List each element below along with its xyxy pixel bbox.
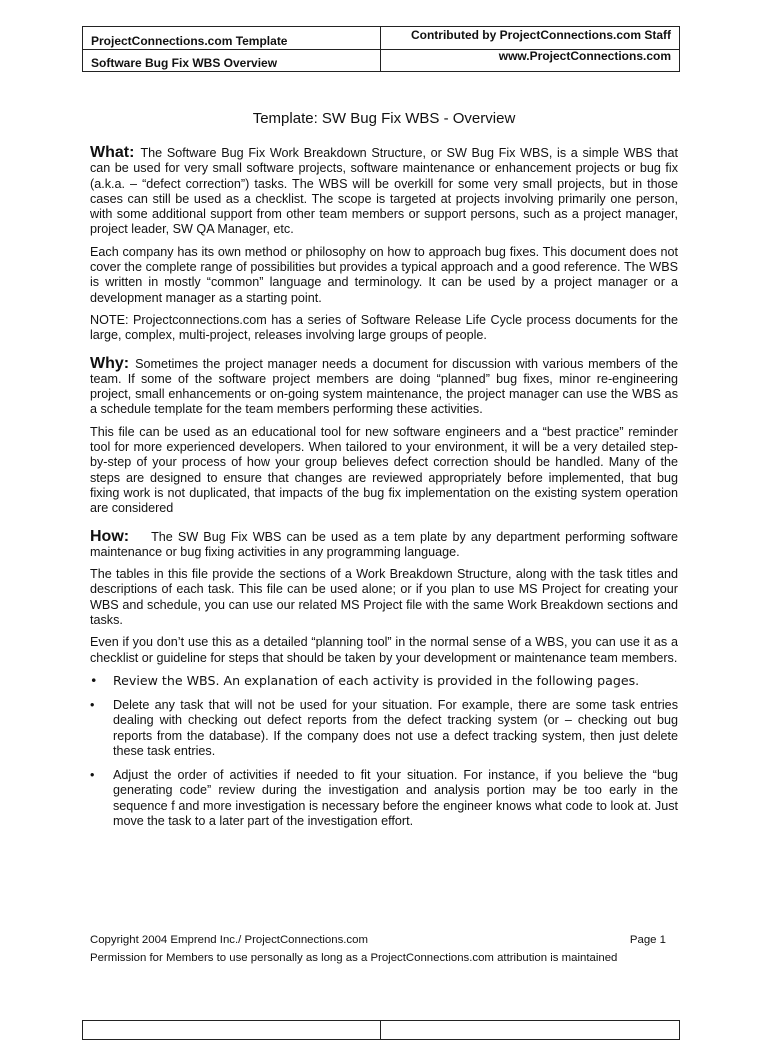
what-text-1: The Software Bug Fix Work Breakdown Structure, or SW Bug Fix WBS, is a simple WBS that can be used for very small software projects, software maintenance or enhancement projects or bug fix (a.k.a. – “defect correction”) tasks. The WBS will be overkill for some very small projects, but in those cases can still be used as a checklist. The scope is targeted at projects involving primarily one person, with some additional support from other team members or support persons, such as a project manager, project leader, SW QA Manager, etc. [90, 146, 678, 237]
how-text-1: The SW Bug Fix WBS can be used as a tem plate by any department performing software maintenance or bug fixing activities in any programming language. [90, 529, 678, 559]
what-paragraph-2: Each company has its own method or philosophy on how to approach bug fixes. This document does not cover the complete range of possibilities but provides a typical approach and a good reference. The WBS is written in mostly “common” language and terminology. It can be used by a project manager or a development manager as a starting point. [90, 244, 678, 305]
why-heading: Why: [90, 354, 130, 372]
bullet-icon: • [90, 697, 95, 712]
header-contributor: Contributed by ProjectConnections.com Staff [410, 28, 671, 42]
why-text-1: Sometimes the project manager needs a document for discussion with various members of the team. If some of the software project members are doing “planned” bug fixes, minor re-engineering project, small enhancements or on-going system maintenance, the project manager can use the WBS as a schedule template for the team members performing these activities. [90, 356, 678, 417]
footer-permission: Permission for Members to use personally as long as a ProjectConnections.com attribution is maintained [90, 952, 618, 964]
list-item [90, 673, 678, 689]
next-page-header-edge [82, 1020, 680, 1040]
page-footer [90, 931, 680, 967]
how-bullet-list [90, 673, 678, 829]
what-paragraph-1 [90, 145, 678, 238]
how-paragraph-1 [90, 529, 678, 561]
list-item [90, 698, 678, 759]
bullet-text: Delete any task that will not be used for your situation. For example, there are some task entries dealing with checking out defect reports from the defect tracking system (or – checking out bug reports from the database). If the company does not use a defect tracking system, then just delete these task entries. [113, 697, 678, 758]
bullet-text: Review the WBS. An explanation of each activity is provided in the following pages. [113, 672, 640, 688]
bullet-icon: • [90, 768, 95, 783]
header-website: www.ProjectConnections.com [498, 49, 671, 63]
what-heading: What: [90, 144, 135, 161]
document-body [90, 145, 678, 838]
bullet-text: Adjust the order of activities if needed to fit your situation. For instance, if you believe the “bug generating code” review during the investigation and analysis portion may be too early in the sequence f and more investigation is necessary before the engineer knows what code to look at. Just move the task to a later part of the investigation effort. [113, 768, 678, 828]
why-paragraph-1 [90, 356, 678, 418]
footer-copyright: Copyright 2004 Emprend Inc./ ProjectConnections.com [90, 934, 368, 946]
why-paragraph-2: This file can be used as an educational tool for new software engineers and a “best practice” reminder tool for more experienced developers. When tailored to your environment, it will be a very detailed step-by-step of your process of how your group believes defect correction should be handled. Many of the steps are designed to ensure that changes are reviewed appropriately before implemented, that bug fixing work is not duplicated, that impacts of the bug fix implementation on the existing system operation are considered [90, 424, 678, 516]
what-note-paragraph: NOTE: Projectconnections.com has a series of Software Release Life Cycle process documents for the large, complex, multi-project, releases involving large groups of people. [90, 312, 678, 343]
footer-page-number: Page 1 [629, 934, 666, 946]
header-template-label: ProjectConnections.com Template [91, 34, 288, 48]
list-item [90, 768, 678, 829]
document-title: Template: SW Bug Fix WBS - Overview [252, 110, 516, 127]
how-paragraph-2: The tables in this file provide the sections of a Work Breakdown Structure, along with the task titles and descriptions of each task. This file can be used alone; or if you plan to use MS Project for creating your WBS and schedule, you can use our related MS Project file with the same Work Breakdown sections and tasks. [90, 567, 678, 628]
bullet-icon: • [90, 672, 98, 688]
header-table [82, 26, 680, 72]
how-heading: How: [90, 527, 130, 545]
header-document-name: Software Bug Fix WBS Overview [91, 56, 278, 70]
how-paragraph-3: Even if you don’t use this as a detailed “planning tool” in the normal sense of a WBS, you can use it as a checklist or guideline for steps that should be taken by your development or maintenance team members. [90, 635, 678, 665]
